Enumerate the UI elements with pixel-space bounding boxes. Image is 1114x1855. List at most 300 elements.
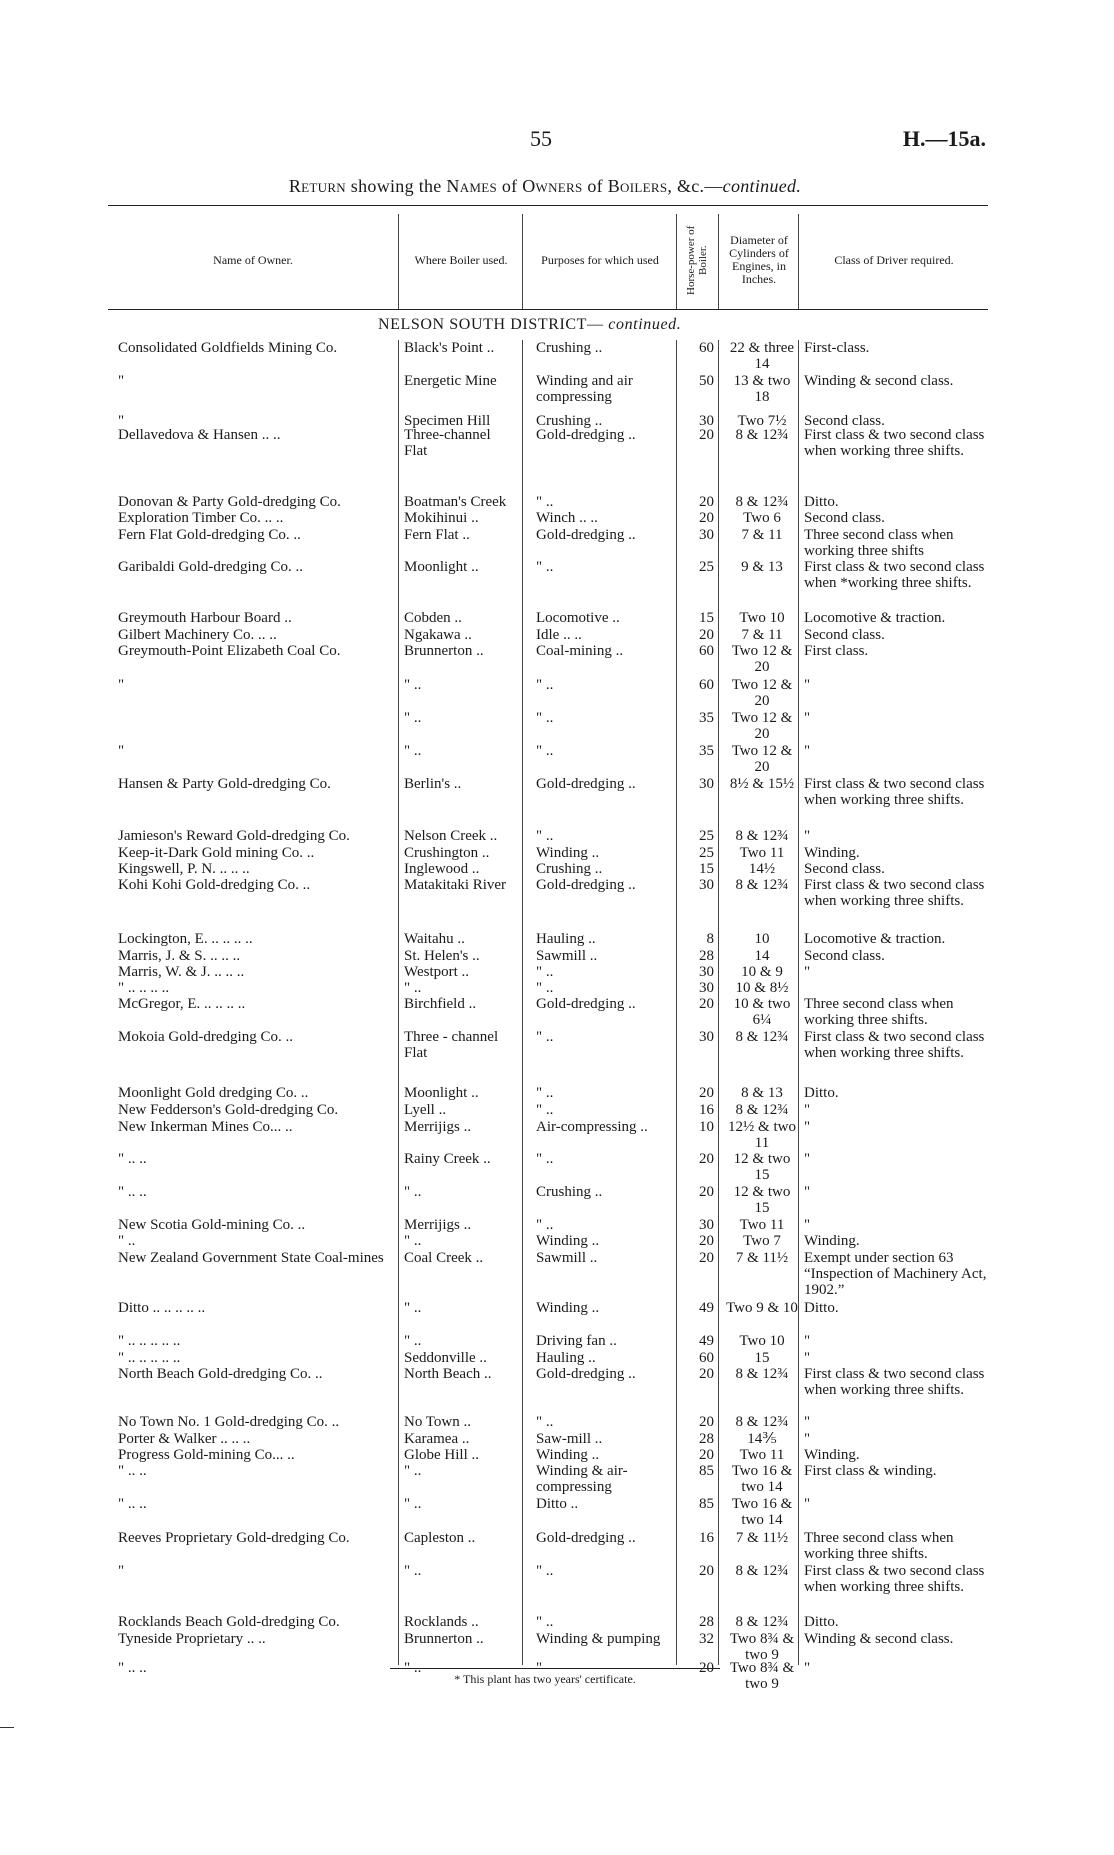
table-header — [108, 210, 988, 310]
horse-power-cell: 20 — [699, 1250, 714, 1266]
horse-power-cell: 20 — [699, 510, 714, 526]
horse-power-cell: 60 — [699, 1350, 714, 1366]
owner-cell: Lockington, E. .. .. .. .. — [118, 931, 253, 947]
owner-cell: Garibaldi Gold-dredging Co. .. — [118, 559, 303, 575]
header-driver-class: Class of Driver required. — [834, 252, 954, 267]
horse-power-cell: 15 — [699, 861, 714, 877]
header-separator — [718, 214, 719, 310]
column-rule — [718, 340, 719, 1665]
where-used-cell: Energetic Mine — [404, 373, 497, 389]
owner-cell: Greymouth-Point Elizabeth Coal Co. — [118, 643, 341, 659]
driver-class-cell: First class. — [804, 643, 869, 659]
where-used-cell: Black's Point .. — [404, 340, 495, 356]
horse-power-cell: 50 — [699, 373, 714, 389]
where-used-cell: Crushington .. — [404, 845, 490, 861]
horse-power-cell: 8 — [706, 931, 714, 947]
cylinder-diameter-cell: 10 & two 6¼ — [733, 996, 791, 1028]
owner-cell: Keep-it-Dark Gold mining Co. .. — [118, 845, 315, 861]
purpose-cell: Winding .. — [536, 845, 600, 861]
owner-cell: Kingswell, P. N. .. .. .. — [118, 861, 250, 877]
cylinder-diameter-cell: 7 & 11 — [741, 627, 783, 643]
district-heading — [378, 316, 681, 334]
horse-power-cell: 25 — [699, 828, 714, 844]
where-used-cell: No Town .. — [404, 1414, 472, 1430]
column-rule — [676, 340, 677, 1665]
owner-cell: New Fedderson's Gold-dredging Co. — [118, 1102, 339, 1118]
page-title — [0, 176, 1090, 197]
horse-power-cell: 30 — [699, 877, 714, 893]
where-used-cell: Brunnerton .. — [404, 643, 484, 659]
purpose-cell: Crushing .. — [536, 413, 603, 429]
where-used-cell: Ngakawa .. — [404, 627, 472, 643]
where-used-cell: " .. — [404, 1660, 422, 1676]
where-used-cell: Capleston .. — [404, 1530, 476, 1546]
driver-class-cell: " — [804, 1431, 811, 1447]
where-used-cell: Specimen Hill — [404, 413, 491, 429]
where-used-cell: Lyell .. — [404, 1102, 447, 1118]
purpose-cell: " .. — [536, 828, 554, 844]
where-used-cell: Merrijigs .. — [404, 1217, 472, 1233]
where-used-cell: Coal Creek .. — [404, 1250, 484, 1266]
where-used-cell: Globe Hill .. — [404, 1447, 479, 1463]
horse-power-cell: 49 — [699, 1333, 714, 1349]
where-used-cell: " .. — [404, 1463, 422, 1479]
purpose-cell: Gold-dredging .. — [536, 427, 636, 443]
driver-class-cell: " — [804, 710, 811, 726]
cylinder-diameter-cell: Two 7½ — [737, 413, 787, 429]
horse-power-cell: 30 — [699, 980, 714, 996]
cylinder-diameter-cell: 8 & 12¾ — [735, 427, 789, 443]
driver-class-cell: " — [804, 1217, 811, 1233]
owner-cell: " .. .. .. .. — [118, 980, 170, 996]
owner-cell: " .. .. — [118, 1151, 147, 1167]
horse-power-cell: 85 — [699, 1496, 714, 1512]
cylinder-diameter-cell: Two 9 & 10 — [726, 1300, 798, 1316]
owner-cell: " — [118, 373, 125, 389]
where-used-cell: Boatman's Creek — [404, 494, 507, 510]
purpose-cell: Gold-dredging .. — [536, 877, 636, 893]
driver-class-cell: " — [804, 1102, 811, 1118]
cylinder-diameter-cell: Two 12 & 20 — [731, 743, 793, 775]
margin-mark — [0, 1727, 14, 1728]
driver-class-cell: Locomotive & traction. — [804, 931, 946, 947]
driver-class-cell: Winding. — [804, 1447, 860, 1463]
purpose-cell: Crushing .. — [536, 340, 603, 356]
owner-cell: New Inkerman Mines Co... .. — [118, 1119, 293, 1135]
horse-power-cell: 60 — [699, 643, 714, 659]
where-used-cell: North Beach .. — [404, 1366, 492, 1382]
where-used-cell: Moonlight .. — [404, 559, 479, 575]
driver-class-cell: First-class. — [804, 340, 870, 356]
purpose-cell: " .. — [536, 1414, 554, 1430]
owner-cell: Reeves Proprietary Gold-dredging Co. — [118, 1530, 350, 1546]
header-horse-power-text: Horse-power of Boiler. — [685, 225, 709, 295]
table-top-rule — [108, 205, 988, 206]
title-rest: , &c.— — [667, 176, 723, 196]
cylinder-diameter-cell: 8 & 12¾ — [735, 1029, 789, 1045]
owner-cell: Gilbert Machinery Co. .. .. — [118, 627, 277, 643]
cylinder-diameter-cell: Two 12 & 20 — [731, 643, 793, 675]
purpose-cell: Idle .. .. — [536, 627, 582, 643]
horse-power-cell: 30 — [699, 1217, 714, 1233]
cylinder-diameter-cell: 9 & 13 — [741, 559, 783, 575]
horse-power-cell: 28 — [699, 1614, 714, 1630]
header-bottom-rule — [108, 309, 988, 310]
purpose-cell: " .. — [536, 710, 554, 726]
where-used-cell: Three - channel Flat — [404, 1029, 499, 1061]
purpose-cell: Hauling .. — [536, 1350, 596, 1366]
cylinder-diameter-cell: 22 & three 14 — [729, 340, 795, 372]
where-used-cell: St. Helen's .. — [404, 948, 480, 964]
owner-cell: " .. .. — [118, 1463, 147, 1479]
purpose-cell: Gold-dredging .. — [536, 527, 636, 543]
header-horse-power — [676, 210, 718, 310]
purpose-cell: Crushing .. — [536, 1184, 603, 1200]
purpose-cell: " .. — [536, 1029, 554, 1045]
purpose-cell: Crushing .. — [536, 861, 603, 877]
title-showing: showing the — [346, 176, 447, 196]
purpose-cell: Sawmill .. — [536, 948, 598, 964]
where-used-cell: Karamea .. — [404, 1431, 470, 1447]
where-used-cell: Westport .. — [404, 964, 470, 980]
driver-class-cell: " — [804, 1333, 811, 1349]
driver-class-cell: Second class. — [804, 948, 885, 964]
purpose-cell: Gold-dredging .. — [536, 1366, 636, 1382]
cylinder-diameter-cell: 8 & 13 — [741, 1085, 783, 1101]
where-used-cell: Fern Flat .. — [404, 527, 470, 543]
driver-class-cell: " — [804, 1184, 811, 1200]
purpose-cell: Winding .. — [536, 1233, 600, 1249]
cylinder-diameter-cell: 7 & 11½ — [735, 1530, 789, 1546]
purpose-cell: " .. — [536, 1151, 554, 1167]
cylinder-diameter-cell: Two 8¾ & two 9 — [729, 1660, 795, 1692]
driver-class-cell: Winding & second class. — [804, 373, 954, 389]
owner-cell: " .. .. — [118, 1184, 147, 1200]
driver-class-cell: First class & winding. — [804, 1463, 937, 1479]
horse-power-cell: 60 — [699, 340, 714, 356]
purpose-cell: " .. — [536, 559, 554, 575]
driver-class-cell: Three second class when working three shifts. — [804, 1530, 954, 1562]
driver-class-cell: Ditto. — [804, 1300, 839, 1316]
driver-class-cell: " — [804, 1119, 811, 1135]
footnote: * This plant has two years' certificate. — [454, 1672, 636, 1686]
cylinder-diameter-cell: Two 8¾ & two 9 — [729, 1631, 795, 1663]
horse-power-cell: 20 — [699, 627, 714, 643]
header-diameter: Diameter of Cylinders of Engines, in Inches. — [729, 233, 789, 286]
cylinder-diameter-cell: Two 10 — [739, 610, 785, 626]
purpose-cell: Winding .. — [536, 1447, 600, 1463]
cylinder-diameter-cell: Two 7 — [743, 1233, 781, 1249]
driver-class-cell: Ditto. — [804, 1614, 839, 1630]
horse-power-cell: 35 — [699, 710, 714, 726]
purpose-cell: Winding .. — [536, 1300, 600, 1316]
title-word-names: Names — [446, 176, 498, 196]
owner-cell: Fern Flat Gold-dredging Co. .. — [118, 527, 301, 543]
horse-power-cell: 20 — [699, 1660, 714, 1676]
purpose-cell: Locomotive .. — [536, 610, 620, 626]
owner-cell: Progress Gold-mining Co... .. — [118, 1447, 295, 1463]
horse-power-cell: 20 — [699, 1366, 714, 1382]
where-used-cell: " .. — [404, 980, 422, 996]
driver-class-cell: First class & two second class when working three shifts. — [804, 1366, 985, 1398]
title-word-owners: Owners — [522, 176, 583, 196]
header-where: Where Boiler used. — [414, 252, 508, 267]
owner-cell: Exploration Timber Co. .. .. — [118, 510, 284, 526]
where-used-cell: Cobden .. — [404, 610, 462, 626]
owner-cell: Hansen & Party Gold-dredging Co. — [118, 776, 331, 792]
driver-class-cell: Second class. — [804, 510, 885, 526]
owner-cell: Marris, J. & S. .. .. .. — [118, 948, 241, 964]
district-name: NELSON SOUTH DISTRICT— — [378, 316, 604, 333]
horse-power-cell: 20 — [699, 494, 714, 510]
horse-power-cell: 20 — [699, 1447, 714, 1463]
cylinder-diameter-cell: Two 11 — [739, 1447, 785, 1463]
driver-class-cell: First class & two second class when working three shifts. — [804, 877, 985, 909]
where-used-cell: Moonlight .. — [404, 1085, 479, 1101]
cylinder-diameter-cell: Two 10 — [739, 1333, 785, 1349]
horse-power-cell: 35 — [699, 743, 714, 759]
horse-power-cell: 30 — [699, 776, 714, 792]
cylinder-diameter-cell: 14½ — [748, 861, 776, 877]
purpose-cell: Coal-mining .. — [536, 643, 624, 659]
where-used-cell: Brunnerton .. — [404, 1631, 484, 1647]
where-used-cell: Inglewood .. — [404, 861, 480, 877]
cylinder-diameter-cell: 14 — [754, 948, 770, 964]
where-used-cell: Berlin's .. — [404, 776, 462, 792]
owner-cell: " .. .. .. .. .. — [118, 1333, 181, 1349]
driver-class-cell: Winding. — [804, 1233, 860, 1249]
cylinder-diameter-cell: 8 & 12¾ — [735, 1366, 789, 1382]
horse-power-cell: 15 — [699, 610, 714, 626]
driver-class-cell: Locomotive & traction. — [804, 610, 946, 626]
header-owner: Name of Owner. — [213, 252, 293, 267]
horse-power-cell: 30 — [699, 413, 714, 429]
page-number: 55 — [530, 126, 552, 151]
purpose-cell: " .. — [536, 980, 554, 996]
header-separator — [522, 214, 523, 310]
driver-class-cell: " — [804, 743, 811, 759]
owner-cell: " .. .. — [118, 1660, 147, 1676]
driver-class-cell: " — [804, 1350, 811, 1366]
owner-cell: No Town No. 1 Gold-dredging Co. .. — [118, 1414, 340, 1430]
district-continued: continued. — [608, 316, 682, 333]
purpose-cell: " .. — [536, 1085, 554, 1101]
where-used-cell: Mokihinui .. — [404, 510, 479, 526]
owner-cell: Mokoia Gold-dredging Co. .. — [118, 1029, 293, 1045]
horse-power-cell: 20 — [699, 1414, 714, 1430]
purpose-cell: " — [536, 1660, 543, 1676]
horse-power-cell: 49 — [699, 1300, 714, 1316]
horse-power-cell: 30 — [699, 527, 714, 543]
horse-power-cell: 25 — [699, 845, 714, 861]
owner-cell: Tyneside Proprietary .. .. — [118, 1631, 266, 1647]
title-continued: continued. — [722, 176, 802, 196]
driver-class-cell: " — [804, 964, 811, 980]
purpose-cell: " .. — [536, 1102, 554, 1118]
horse-power-cell: 20 — [699, 1085, 714, 1101]
owner-cell: " — [118, 743, 125, 759]
where-used-cell: Seddonville .. — [404, 1350, 487, 1366]
cylinder-diameter-cell: 15 — [754, 1350, 770, 1366]
driver-class-cell: First class & two second class when working three shifts. — [804, 1563, 985, 1595]
purpose-cell: Driving fan .. — [536, 1333, 617, 1349]
column-rule — [798, 340, 799, 1665]
owner-cell: " — [118, 413, 125, 429]
column-rule — [398, 340, 399, 1665]
cylinder-diameter-cell: Two 11 — [739, 845, 785, 861]
cylinder-diameter-cell: Two 6 — [743, 510, 781, 526]
driver-class-cell: First class & two second class when *working three shifts. — [804, 559, 985, 591]
horse-power-cell: 10 — [699, 1119, 714, 1135]
owner-cell: " — [118, 1563, 125, 1579]
purpose-cell: Gold-dredging .. — [536, 776, 636, 792]
driver-class-cell: Second class. — [804, 413, 885, 429]
horse-power-cell: 20 — [699, 996, 714, 1012]
purpose-cell: Air-compressing .. — [536, 1119, 648, 1135]
owner-cell: New Zealand Government State Coal-mines — [118, 1250, 384, 1266]
horse-power-cell: 20 — [699, 1563, 714, 1579]
owner-cell: " — [118, 677, 125, 693]
horse-power-cell: 16 — [699, 1530, 714, 1546]
where-used-cell: Rainy Creek .. — [404, 1151, 491, 1167]
driver-class-cell: " — [804, 1660, 811, 1676]
owner-cell: Kohi Kohi Gold-dredging Co. .. — [118, 877, 311, 893]
title-word-boilers: Boilers — [607, 176, 668, 196]
purpose-cell: Gold-dredging .. — [536, 1530, 636, 1546]
where-used-cell: " .. — [404, 743, 422, 759]
cylinder-diameter-cell: 8 & 12¾ — [735, 877, 789, 893]
horse-power-cell: 32 — [699, 1631, 714, 1647]
cylinder-diameter-cell: 12½ & two 11 — [728, 1119, 796, 1151]
purpose-cell: Winch .. .. — [536, 510, 598, 526]
owner-cell: New Scotia Gold-mining Co. .. — [118, 1217, 306, 1233]
owner-cell: Marris, W. & J. .. .. .. — [118, 964, 245, 980]
driver-class-cell: Ditto. — [804, 1085, 839, 1101]
owner-cell: Greymouth Harbour Board .. — [118, 610, 292, 626]
cylinder-diameter-cell: 8 & 12¾ — [735, 1102, 789, 1118]
purpose-cell: " .. — [536, 1217, 554, 1233]
driver-class-cell: Second class. — [804, 627, 885, 643]
title-word-return: Return — [288, 176, 346, 196]
cylinder-diameter-cell: 8 & 12¾ — [735, 1414, 789, 1430]
cylinder-diameter-cell: 7 & 11½ — [735, 1250, 789, 1266]
where-used-cell: " .. — [404, 710, 422, 726]
purpose-cell: " .. — [536, 964, 554, 980]
horse-power-cell: 25 — [699, 559, 714, 575]
cylinder-diameter-cell: 8 & 12¾ — [735, 494, 789, 510]
horse-power-cell: 28 — [699, 1431, 714, 1447]
where-used-cell: Waitahu .. — [404, 931, 465, 947]
owner-cell: North Beach Gold-dredging Co. .. — [118, 1366, 323, 1382]
owner-cell: " .. — [118, 1233, 136, 1249]
owner-cell: McGregor, E. .. .. .. .. — [118, 996, 246, 1012]
owner-cell: Jamieson's Reward Gold-dredging Co. — [118, 828, 350, 844]
cylinder-diameter-cell: 14⅗ — [747, 1431, 777, 1447]
owner-cell: " .. .. .. .. .. — [118, 1350, 181, 1366]
driver-class-cell: Ditto. — [804, 494, 839, 510]
where-used-cell: Birchfield .. — [404, 996, 477, 1012]
horse-power-cell: 30 — [699, 1029, 714, 1045]
where-used-cell: " .. — [404, 1233, 422, 1249]
horse-power-cell: 20 — [699, 1151, 714, 1167]
cylinder-diameter-cell: Two 16 & two 14 — [731, 1496, 793, 1528]
driver-class-cell: " — [804, 1496, 811, 1512]
cylinder-diameter-cell: Two 12 & 20 — [731, 677, 793, 709]
title-of: of — [497, 176, 523, 196]
cylinder-diameter-cell: 10 — [754, 931, 770, 947]
column-rule — [522, 340, 523, 1665]
horse-power-cell: 20 — [699, 1184, 714, 1200]
purpose-cell: Winding and air compressing — [536, 373, 633, 405]
driver-class-cell: Second class. — [804, 861, 885, 877]
where-used-cell: Nelson Creek .. — [404, 828, 498, 844]
header-separator — [398, 214, 399, 310]
driver-class-cell: Three second class when working three shifts. — [804, 996, 954, 1028]
where-used-cell: Three-channel Flat — [404, 427, 491, 459]
driver-class-cell: Winding. — [804, 845, 860, 861]
purpose-cell: Sawmill .. — [536, 1250, 598, 1266]
where-used-cell: Matakitaki River — [404, 877, 507, 893]
header-purpose: Purposes for which used — [541, 252, 659, 267]
cylinder-diameter-cell: 12 & two 15 — [733, 1151, 791, 1183]
cylinder-diameter-cell: 13 & two 18 — [733, 373, 791, 405]
owner-cell: Donovan & Party Gold-dredging Co. — [118, 494, 341, 510]
owner-cell: Moonlight Gold dredging Co. .. — [118, 1085, 309, 1101]
horse-power-cell: 20 — [699, 1233, 714, 1249]
driver-class-cell: Three second class when working three shifts — [804, 527, 954, 559]
owner-cell: Dellavedova & Hansen .. .. — [118, 427, 281, 443]
where-used-cell: " .. — [404, 1563, 422, 1579]
cylinder-diameter-cell: 7 & 11 — [741, 527, 783, 543]
cylinder-diameter-cell: 10 & 9 — [741, 964, 783, 980]
cylinder-diameter-cell: Two 16 & two 14 — [731, 1463, 793, 1495]
header-separator — [798, 214, 799, 310]
purpose-cell: " .. — [536, 743, 554, 759]
owner-cell: Porter & Walker .. .. .. — [118, 1431, 251, 1447]
purpose-cell: Hauling .. — [536, 931, 596, 947]
cylinder-diameter-cell: 8 & 12¾ — [735, 1563, 789, 1579]
owner-cell: " .. .. — [118, 1496, 147, 1512]
cylinder-diameter-cell: 12 & two 15 — [733, 1184, 791, 1216]
where-used-cell: " .. — [404, 1300, 422, 1316]
cylinder-diameter-cell: 8½ & 15½ — [729, 776, 795, 792]
cylinder-diameter-cell: Two 11 — [739, 1217, 785, 1233]
where-used-cell: " .. — [404, 1333, 422, 1349]
owner-cell: Rocklands Beach Gold-dredging Co. — [118, 1614, 340, 1630]
document-reference: H.—15a. — [902, 126, 986, 151]
purpose-cell: " .. — [536, 1614, 554, 1630]
purpose-cell: Saw-mill .. — [536, 1431, 603, 1447]
horse-power-cell: 60 — [699, 677, 714, 693]
cylinder-diameter-cell: 8 & 12¾ — [735, 1614, 789, 1630]
driver-class-cell: First class & two second class when working three shifts. — [804, 776, 985, 808]
purpose-cell: " .. — [536, 677, 554, 693]
title-of-2: of — [582, 176, 608, 196]
driver-class-cell: Exempt under section 63 “Inspection of Machinery Act, 1902.” — [804, 1250, 987, 1298]
owner-cell: Consolidated Goldfields Mining Co. — [118, 340, 338, 356]
where-used-cell: " .. — [404, 677, 422, 693]
purpose-cell: Winding & pumping — [536, 1631, 661, 1647]
purpose-cell: Gold-dredging .. — [536, 996, 636, 1012]
where-used-cell: " .. — [404, 1496, 422, 1512]
horse-power-cell: 28 — [699, 948, 714, 964]
purpose-cell: " .. — [536, 1563, 554, 1579]
purpose-cell: " .. — [536, 494, 554, 510]
horse-power-cell: 85 — [699, 1463, 714, 1479]
where-used-cell: Merrijigs .. — [404, 1119, 472, 1135]
horse-power-cell: 30 — [699, 964, 714, 980]
cylinder-diameter-cell: 8 & 12¾ — [735, 828, 789, 844]
